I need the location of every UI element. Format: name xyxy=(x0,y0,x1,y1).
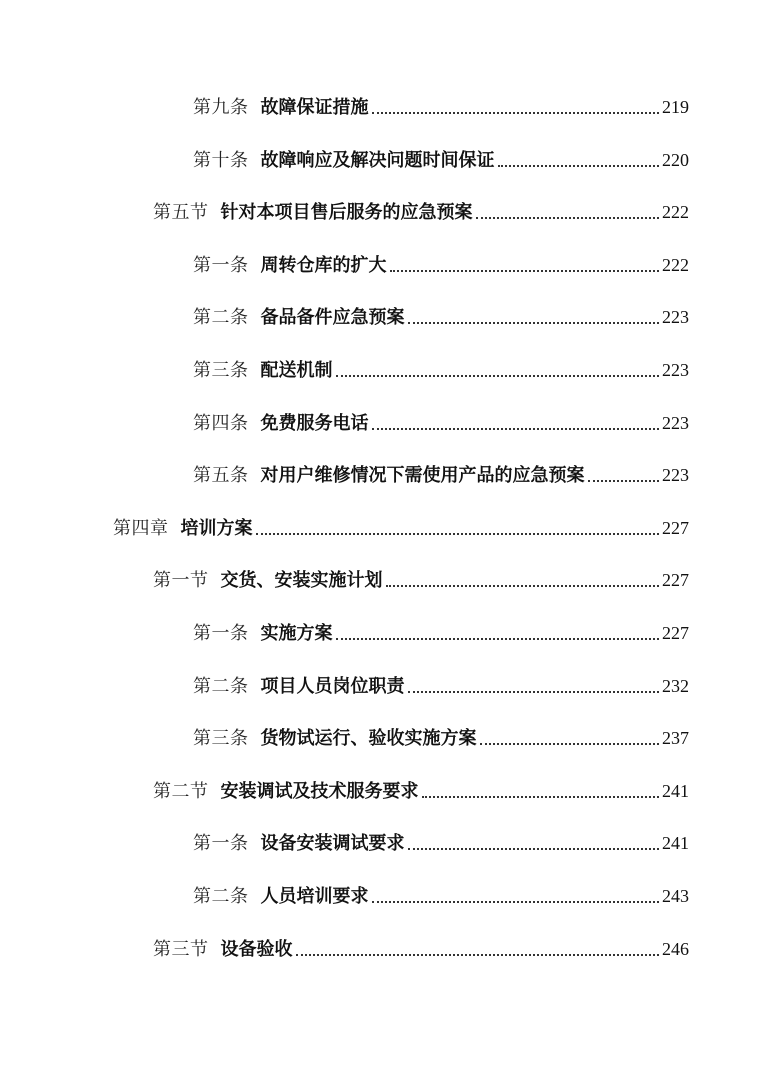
toc-entry-title: 设备验收 xyxy=(220,939,293,960)
toc-entry-page-number: 227 xyxy=(662,518,689,538)
toc-entry-title: 实施方案 xyxy=(260,623,333,644)
toc-entry[interactable] xyxy=(193,250,689,280)
toc-entry-number: 第二节 xyxy=(153,781,209,802)
dot-leader xyxy=(336,638,660,640)
toc-entry-page-number: 223 xyxy=(662,465,689,485)
toc-entry-number: 第三条 xyxy=(193,360,249,381)
dot-leader xyxy=(408,848,660,850)
toc-entry-title: 交货、安装实施计划 xyxy=(220,570,383,591)
toc-entry[interactable] xyxy=(193,671,689,701)
toc-entry-title: 周转仓库的扩大 xyxy=(260,255,387,276)
toc-entry-title: 设备安装调试要求 xyxy=(260,833,405,854)
toc-entry-page-number: 222 xyxy=(662,255,689,275)
toc-entry[interactable] xyxy=(153,776,689,806)
toc-entry-number: 第三条 xyxy=(193,728,249,749)
toc-entry[interactable] xyxy=(193,302,689,332)
dot-leader xyxy=(408,322,660,324)
toc-entry-number: 第三节 xyxy=(153,939,209,960)
toc-entry[interactable] xyxy=(193,881,689,911)
toc-entry-number: 第二条 xyxy=(193,307,249,328)
dot-leader xyxy=(372,428,660,430)
toc-entry-number: 第一条 xyxy=(193,623,249,644)
toc-entry-page-number: 227 xyxy=(662,623,689,643)
toc-entry-number: 第五节 xyxy=(153,202,209,223)
toc-entry-page-number: 246 xyxy=(662,939,689,959)
toc-entry[interactable] xyxy=(193,92,689,122)
toc-entry[interactable] xyxy=(193,460,689,490)
toc-entry[interactable] xyxy=(193,828,689,858)
toc-entry-page-number: 219 xyxy=(662,97,689,117)
dot-leader xyxy=(372,112,660,114)
toc-entry-page-number: 223 xyxy=(662,413,689,433)
toc-entry-number: 第二条 xyxy=(193,676,249,697)
dot-leader xyxy=(498,165,660,167)
dot-leader xyxy=(390,270,660,272)
toc-entry[interactable] xyxy=(193,618,689,648)
toc-entry-title: 故障响应及解决问题时间保证 xyxy=(260,150,495,171)
toc-entry-title: 货物试运行、验收实施方案 xyxy=(260,728,477,749)
toc-entry-title: 项目人员岗位职责 xyxy=(260,676,405,697)
toc-entry-page-number: 223 xyxy=(662,307,689,327)
toc-entry[interactable] xyxy=(153,565,689,595)
toc-entry-title: 安装调试及技术服务要求 xyxy=(220,781,419,802)
toc-entry-page-number: 241 xyxy=(662,781,689,801)
dot-leader xyxy=(256,533,660,535)
toc-entry-page-number: 243 xyxy=(662,886,689,906)
toc-entry[interactable] xyxy=(113,513,689,543)
toc-entry-number: 第九条 xyxy=(193,97,249,118)
toc-entry-page-number: 241 xyxy=(662,833,689,853)
toc-entry-title: 配送机制 xyxy=(260,360,333,381)
toc-entry-title: 故障保证措施 xyxy=(260,97,369,118)
toc-entry-number: 第一条 xyxy=(193,255,249,276)
toc-entry-number: 第五条 xyxy=(193,465,249,486)
dot-leader xyxy=(408,691,660,693)
dot-leader xyxy=(296,954,660,956)
toc-entry[interactable] xyxy=(193,145,689,175)
toc-entry-number: 第四条 xyxy=(193,413,249,434)
toc-entry-number: 第一条 xyxy=(193,833,249,854)
toc-entry-title: 对用户维修情况下需使用产品的应急预案 xyxy=(260,465,585,486)
toc-entry-page-number: 222 xyxy=(662,202,689,222)
toc-entry[interactable] xyxy=(153,934,689,964)
dot-leader xyxy=(422,796,660,798)
toc-entry-number: 第一节 xyxy=(153,570,209,591)
toc-entry-page-number: 232 xyxy=(662,676,689,696)
toc-entry-page-number: 223 xyxy=(662,360,689,380)
toc-entry-number: 第十条 xyxy=(193,150,249,171)
toc-entry[interactable] xyxy=(153,197,689,227)
toc-entry-title: 针对本项目售后服务的应急预案 xyxy=(220,202,473,223)
toc-entry[interactable] xyxy=(193,408,689,438)
toc-entry-title: 备品备件应急预案 xyxy=(260,307,405,328)
toc-entry-number: 第二条 xyxy=(193,886,249,907)
toc-entry-title: 人员培训要求 xyxy=(260,886,369,907)
dot-leader xyxy=(372,901,660,903)
toc-entry-page-number: 220 xyxy=(662,150,689,170)
toc-entry-title: 培训方案 xyxy=(180,518,253,539)
dot-leader xyxy=(336,375,660,377)
toc-entry-number: 第四章 xyxy=(113,518,169,539)
toc-entry-title: 免费服务电话 xyxy=(260,413,369,434)
toc-entry-page-number: 227 xyxy=(662,570,689,590)
toc-entry[interactable] xyxy=(193,355,689,385)
dot-leader xyxy=(476,217,660,219)
dot-leader xyxy=(386,585,660,587)
dot-leader xyxy=(480,743,660,745)
dot-leader xyxy=(588,480,660,482)
toc-entry-page-number: 237 xyxy=(662,728,689,748)
toc-entry[interactable] xyxy=(193,723,689,753)
